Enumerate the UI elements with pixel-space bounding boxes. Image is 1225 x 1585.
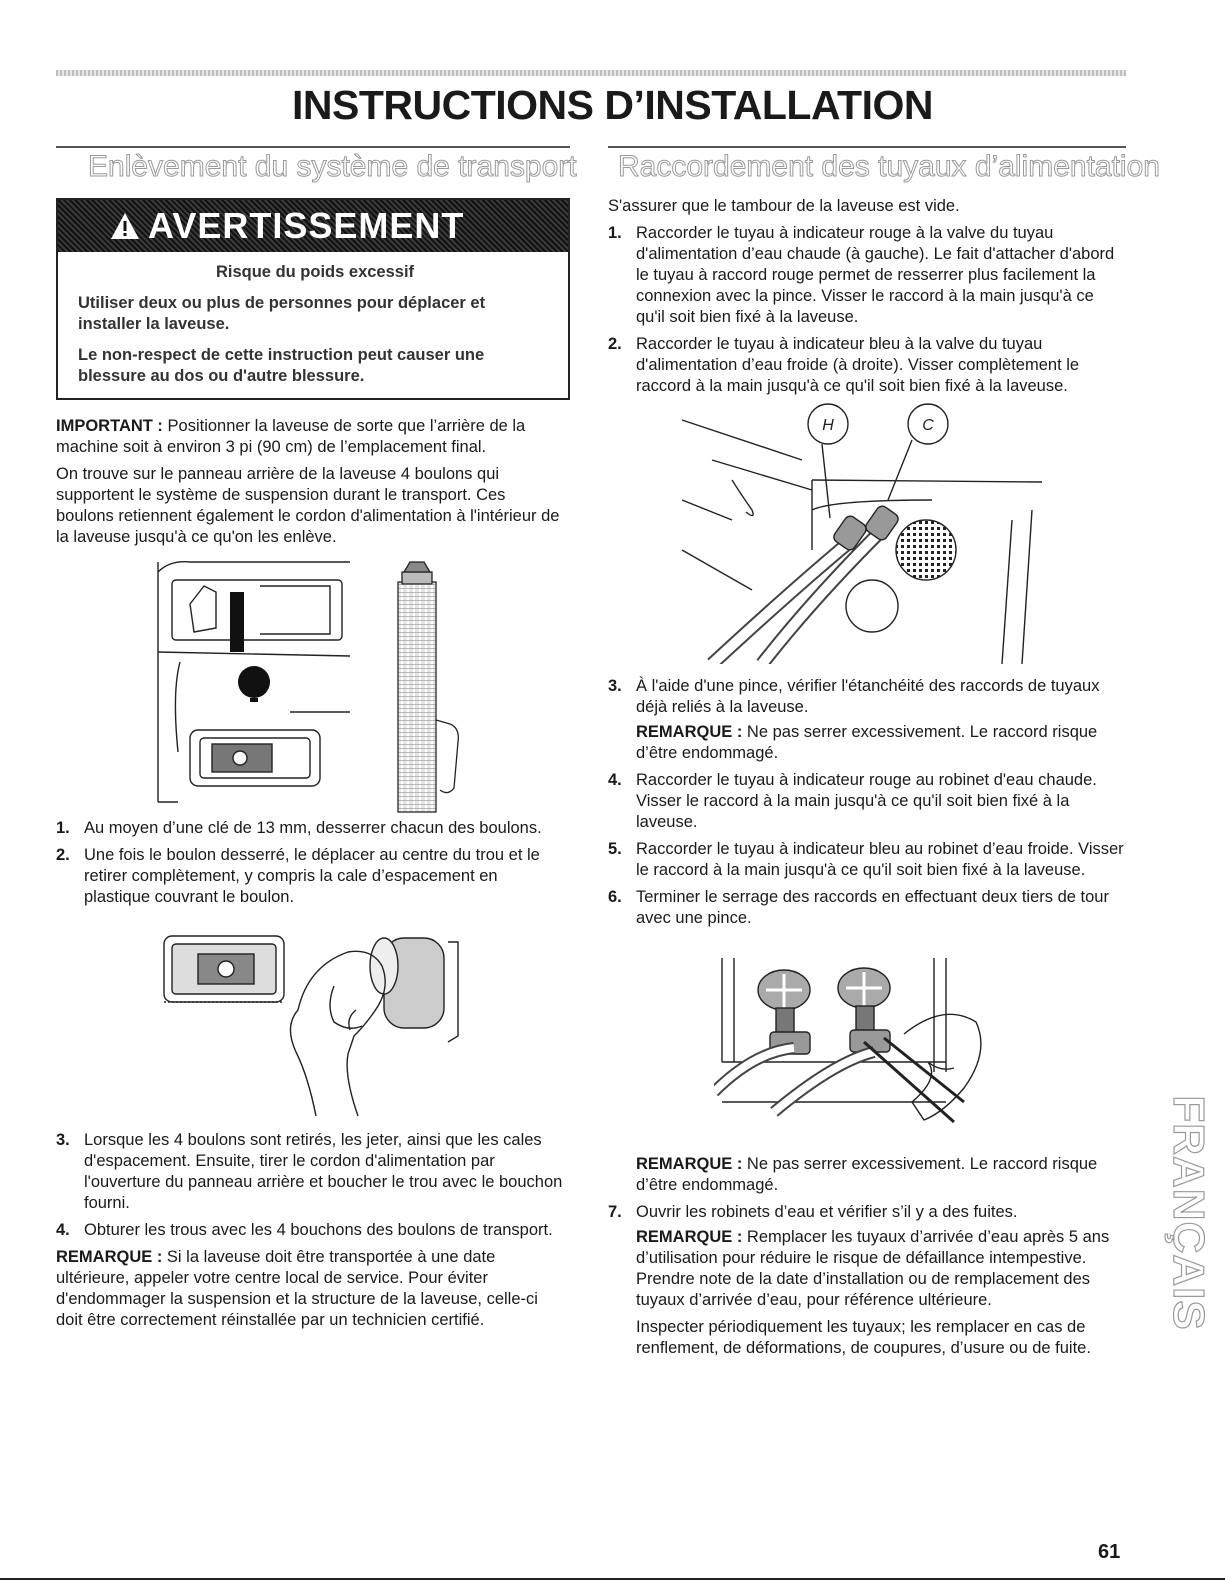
language-label: FRANÇAIS — [1164, 1095, 1213, 1331]
step-number: 1. — [608, 224, 622, 242]
figure-hand-removing-bolt — [158, 926, 468, 1126]
remark-text: Si la laveuse doit être transportée à une date ultérieure, appeler votre centre local de service. Pour éviter d'endommager la suspension et la structure de la laveuse, celle-ci doit être correctement réinstallée par un technicien certifié. — [56, 1248, 538, 1329]
important-paragraph — [56, 416, 566, 458]
step-text: Une fois le boulon desserré, le déplacer au centre du trou et le retirer complètement, y compris la cale d’espacement en plastique couvrant le boulon. — [84, 846, 540, 906]
warning-line-1: Utiliser deux ou plus de personnes pour déplacer et installer la laveuse. — [78, 294, 486, 333]
inspect-paragraph: Inspecter périodiquement les tuyaux; les remplacer en cas de renflement, de déformations, de coupures, d’usure ou de fuite. — [636, 1318, 1091, 1357]
warning-body — [58, 252, 568, 387]
warning-subtitle: Risque du poids excessif — [215, 263, 415, 281]
step-7-remark — [636, 1227, 1124, 1311]
right-step-1 — [608, 223, 1124, 328]
step-number: 2. — [608, 335, 622, 353]
step-number: 1. — [56, 819, 70, 837]
step-text: Ouvrir les robinets d’eau et vérifier s’il y a des fuites. — [636, 1203, 1018, 1221]
right-step-5 — [608, 839, 1124, 881]
left-step-1 — [56, 818, 566, 839]
figure-faucet-pliers — [714, 952, 994, 1142]
left-step-2 — [56, 845, 566, 908]
step-text: À l'aide d'une pince, vérifier l'étanchéité des raccords de tuyaux déjà reliés à la laveuse. — [636, 677, 1100, 716]
step-text: Raccorder le tuyau à indicateur bleu au robinet d’eau froide. Visser le raccord à la main jusqu'à ce qu'il soit bien fixé à la laveuse. — [636, 840, 1124, 879]
important-text: Positionner la laveuse de sorte que l’arrière de la machine soit à environ 3 pi (90 cm) de l’emplacement final. — [56, 417, 526, 456]
right-steps-3-6 — [608, 676, 1124, 935]
right-step-3 — [608, 676, 1124, 764]
remark-text: Ne pas serrer excessivement. Le raccord risque d’être endommagé. — [636, 723, 1098, 762]
right-step-4 — [608, 770, 1124, 833]
step-text: Raccorder le tuyau à indicateur bleu à la valve du tuyau d'alimentation d’eau froide (à droite). Visser complètement le raccord à la main jusqu'à ce qu'il soit bien fixé à la laveuse. — [636, 335, 1080, 395]
right-section-heading: Raccordement des tuyaux d’alimentation — [618, 150, 1160, 183]
step-number: 3. — [56, 1131, 70, 1149]
right-remark-2 — [608, 1154, 1124, 1196]
remark-label: REMARQUE : — [636, 723, 743, 741]
left-section-heading: Enlèvement du système de transport — [88, 150, 577, 183]
step-text: Raccorder le tuyau à indicateur rouge à la valve du tuyau d'alimentation d’eau chaude (à gauche). Le fait d'attacher d'abord le tuyau à raccord rouge permet de resserrer plus facilement la connexion avec la pince. Visser le raccord à la main jusqu'à ce qu'il soit bien fixé à la laveuse. — [636, 224, 1115, 326]
step-3-remark — [636, 722, 1124, 764]
left-steps-3-4 — [56, 1130, 566, 1337]
hot-label: H — [822, 417, 834, 434]
step-text: Lorsque les 4 boulons sont retirés, les jeter, ainsi que les cales d'espacement. Ensuite, tirer le cordon d'alimentation par l'ouverture du panneau arrière et boucher le trou avec le bouchon fourni. — [84, 1131, 563, 1212]
warning-label: AVERTISSEMENT — [148, 205, 465, 246]
left-step-3 — [56, 1130, 566, 1214]
remark-text: Ne pas serrer excessivement. Le raccord risque d’être endommagé. — [636, 1155, 1098, 1194]
step-text: Obturer les trous avec les 4 bouchons des boulons de transport. — [84, 1221, 553, 1239]
left-step-4 — [56, 1220, 566, 1241]
important-label: IMPORTANT : — [56, 417, 163, 435]
right-intro: S'assurer que le tambour de la laveuse est vide. — [608, 197, 960, 215]
step-number: 5. — [608, 840, 622, 858]
step-number: 4. — [56, 1221, 70, 1239]
remark-label: REMARQUE : — [56, 1248, 163, 1266]
remark-label: REMARQUE : — [636, 1155, 743, 1173]
right-step-6 — [608, 887, 1124, 929]
step-number: 2. — [56, 846, 70, 864]
cold-label: C — [922, 417, 934, 434]
page-number: 61 — [1098, 1541, 1121, 1563]
left-intro-block — [56, 416, 566, 554]
warning-box — [56, 198, 570, 400]
right-final-block — [608, 1154, 1124, 1365]
warning-header — [58, 200, 568, 252]
step-number: 3. — [608, 677, 622, 695]
right-step-2 — [608, 334, 1124, 397]
warning-triangle-icon — [110, 212, 140, 240]
right-step-7 — [608, 1202, 1124, 1311]
bottom-rule — [0, 1578, 1225, 1580]
figure-back-panel-bolt — [150, 552, 480, 814]
remark-text: Remplacer les tuyaux d’arrivée d’eau après 5 ans d’utilisation pour réduire le risque de défaillance intempestive. Prendre note de la date d’installation ou de remplacement des tuyaux d’arrivée d’eau, pour référence ultérieure. — [636, 1228, 1110, 1309]
intro-paragraph: On trouve sur le panneau arrière de la laveuse 4 boulons qui supportent le système de suspension durant le transport. Ces boulons retiennent également le cordon d'alimentation à l'intérieur de la laveuse jusqu'à ce qu'on les enlève. — [56, 465, 560, 546]
right-intro-block — [608, 196, 1124, 403]
warning-line-2: Le non-respect de cette instruction peut causer une blessure au dos ou d'autre blessure. — [78, 346, 485, 385]
top-rule — [56, 70, 1126, 76]
left-steps-1-2 — [56, 818, 566, 914]
remark-label: REMARQUE : — [636, 1228, 743, 1246]
left-remark-paragraph — [56, 1247, 566, 1331]
step-number: 6. — [608, 888, 622, 906]
page-title: INSTRUCTIONS D’INSTALLATION — [292, 82, 933, 128]
step-text: Terminer le serrage des raccords en effectuant deux tiers de tour avec une pince. — [636, 888, 1109, 927]
figure-hose-connection — [672, 400, 1052, 664]
step-number: 4. — [608, 771, 622, 789]
right-column-rule — [608, 146, 1126, 148]
left-column-rule — [56, 146, 570, 148]
step-number: 7. — [608, 1203, 622, 1221]
step-text: Au moyen d’une clé de 13 mm, desserrer chacun des boulons. — [84, 819, 542, 837]
step-text: Raccorder le tuyau à indicateur rouge au robinet d'eau chaude. Visser le raccord à la main jusqu'à ce qu'il soit bien fixé à la laveuse. — [636, 771, 1097, 831]
